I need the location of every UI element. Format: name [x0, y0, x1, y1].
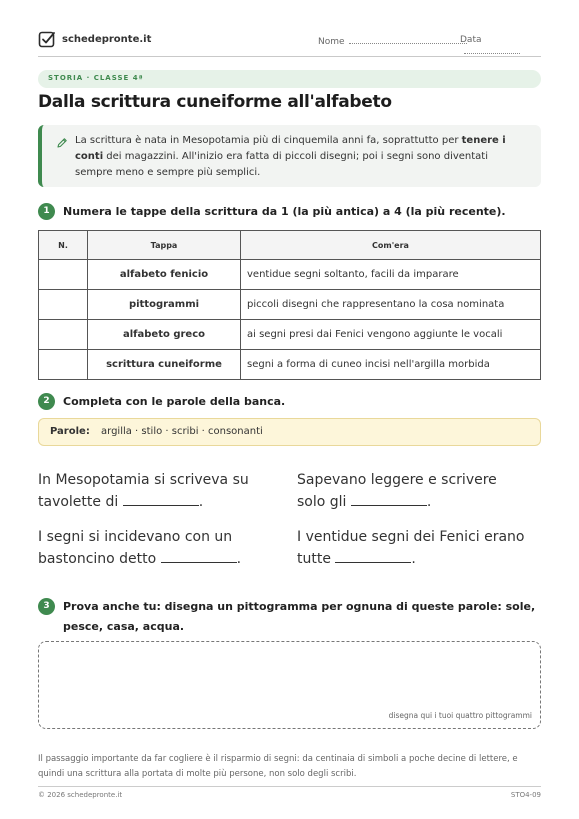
- intro-text: La scrittura è nata in Mesopotamia più di cinquemila anni fa, soprattutto per tenere i conti dei magazzini. All'inizio era fatta di piccoli disegni; poi i segni sono diventati sempre meno e sempre più semplici.: [75, 135, 506, 178]
- tappa-cell: alfabeto greco: [88, 320, 241, 350]
- data-line[interactable]: [464, 45, 520, 54]
- section-number-badge: 1: [38, 203, 55, 220]
- answer-blank[interactable]: [335, 548, 411, 563]
- number-cell[interactable]: [39, 260, 88, 290]
- footer-divider: [38, 786, 541, 787]
- table-row: [39, 320, 541, 350]
- logo-text: schedepronte.it: [62, 33, 152, 45]
- word-bank-label: Parole:: [50, 426, 90, 437]
- number-cell[interactable]: [39, 350, 88, 380]
- section-3-heading: [38, 598, 541, 637]
- cloze-sentence: In Mesopotamia si scriveva su tavolette di .: [38, 472, 249, 510]
- page-title: Dalla scrittura cuneiforme all'alfabeto: [38, 92, 392, 112]
- section-2-instruction: Completa con le parole della banca.: [63, 395, 286, 408]
- number-cell[interactable]: [39, 290, 88, 320]
- answer-blank[interactable]: [351, 491, 427, 506]
- word-bank: [38, 418, 541, 446]
- table-header-row: [39, 231, 541, 260]
- data-label: Data: [460, 35, 482, 45]
- worksheet-page: [38, 0, 541, 819]
- tappa-cell: pittogrammi: [88, 290, 241, 320]
- header-tappa: Tappa: [88, 231, 241, 260]
- cloze-sentence: I ventidue segni dei Fenici erano tutte .: [297, 529, 525, 567]
- table-row: [39, 260, 541, 290]
- page-header: [38, 28, 541, 57]
- drawing-area-hint: disegna qui i tuoi quattro pittogrammi: [388, 711, 532, 720]
- header-comera: Com'era: [241, 231, 541, 260]
- drawing-area[interactable]: [38, 641, 541, 729]
- number-cell[interactable]: [39, 320, 88, 350]
- table-row: [39, 350, 541, 380]
- subject-tag: STORIA · CLASSE 4ª: [48, 74, 144, 82]
- data-field[interactable]: [460, 35, 541, 57]
- pencil-icon: [56, 137, 68, 149]
- description-cell: ai segni presi dai Fenici vengono aggiunte le vocali: [241, 320, 541, 350]
- copyright: © 2026 schedepronte.it: [38, 791, 123, 799]
- answer-blank[interactable]: [161, 548, 237, 563]
- answer-blank[interactable]: [123, 491, 199, 506]
- tappa-cell: scrittura cuneiforme: [88, 350, 241, 380]
- description-cell: segni a forma di cuneo incisi nell'argilla morbida: [241, 350, 541, 380]
- section-1-instruction: Numera le tappe della scrittura da 1 (la più antica) a 4 (la più recente).: [63, 205, 506, 218]
- logo: [38, 30, 151, 48]
- checkbox-logo-icon: [38, 30, 56, 48]
- intro-bold: tenere i conti: [75, 135, 506, 162]
- description-cell: ventidue segni soltanto, facili da imparare: [241, 260, 541, 290]
- cloze-sentence: I segni si incidevano con un bastoncino detto .: [38, 529, 242, 567]
- section-1-heading: [38, 203, 506, 222]
- stages-table: [38, 230, 541, 380]
- tappa-cell: alfabeto fenicio: [88, 260, 241, 290]
- nome-line[interactable]: [349, 35, 467, 44]
- section-number-badge: 2: [38, 393, 55, 410]
- subject-tag-bar: [38, 70, 541, 88]
- description-cell: piccoli disegni che rappresentano la cosa nominata: [241, 290, 541, 320]
- word-bank-words: argilla · stilo · scribi · consonanti: [101, 426, 263, 437]
- nome-field[interactable]: [318, 35, 467, 47]
- nome-label: Nome: [318, 37, 345, 47]
- section-3-instruction: Prova anche tu: disegna un pittogramma per ognuna di queste parole: sole, pesce, casa, acqua.: [63, 600, 536, 633]
- header-n: N.: [39, 231, 88, 260]
- section-number-badge: 3: [38, 598, 55, 615]
- cloze-sentence: Sapevano leggere e scrivere solo gli .: [297, 472, 497, 510]
- table-row: [39, 290, 541, 320]
- section-2-heading: [38, 393, 285, 412]
- sheet-code: STO4-09: [510, 791, 541, 799]
- intro-box: [38, 125, 541, 187]
- teacher-note: Il passaggio importante da far cogliere è il risparmio di segni: da centinaia di simboli a poche decine di lettere, e quindi una scrittura alla portata di molte più persone, non solo degli scribi.: [38, 754, 518, 779]
